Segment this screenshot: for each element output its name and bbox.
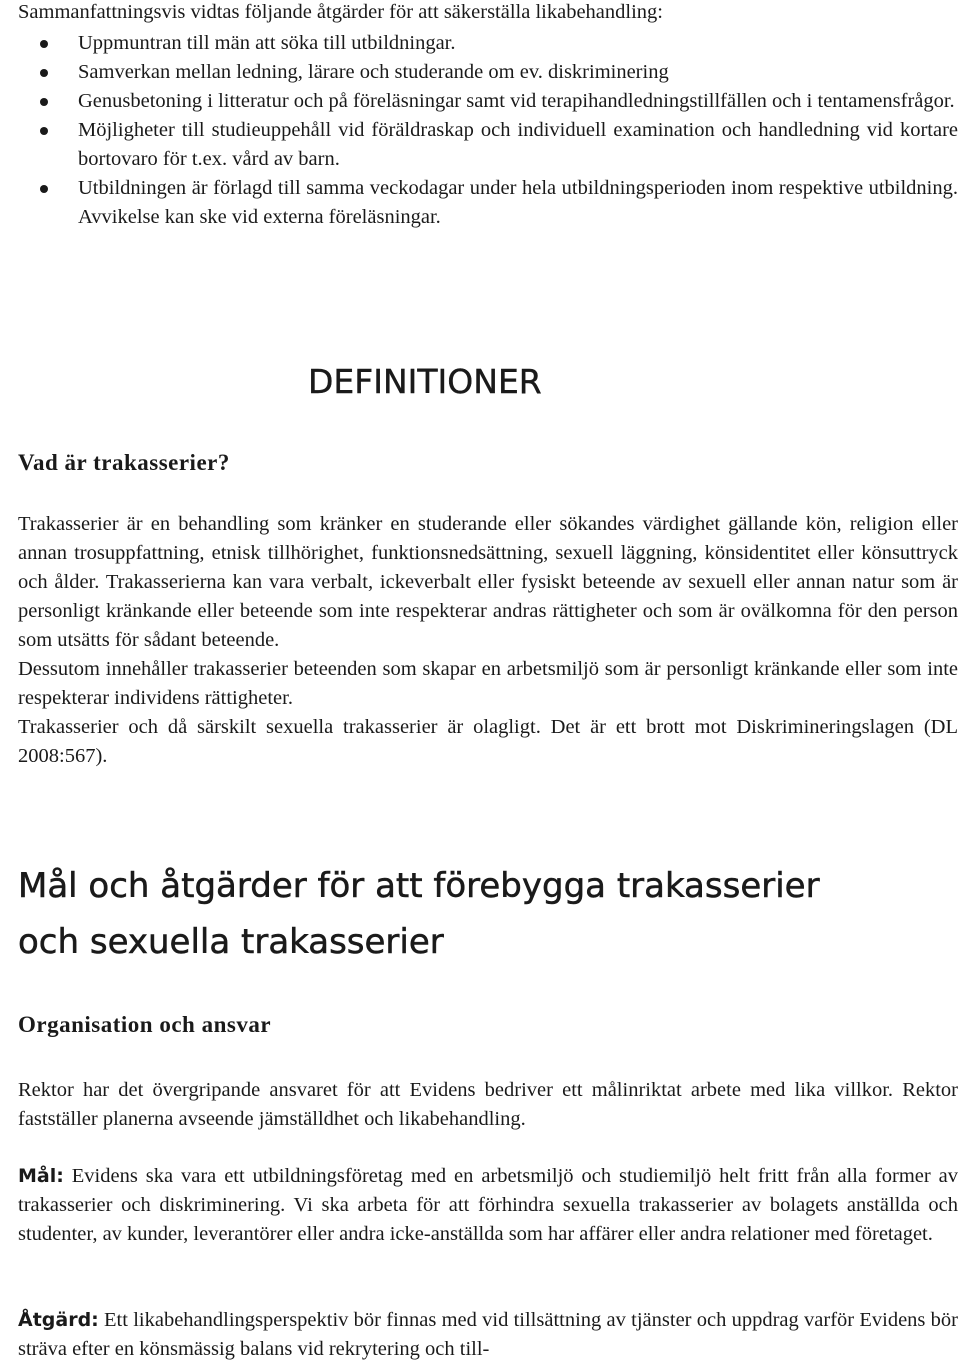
definition-paragraphs (18, 510, 958, 771)
list-item: Möjligheter till studieuppehåll vid föräldraskap och individuell examination och handledning vid kortare bortovaro för t.ex. vård av barn. (18, 116, 958, 174)
goals-heading-line: Mål och åtgärder för att förebygga trakasserier (18, 866, 820, 906)
list-item: Utbildningen är förlagd till samma veckodagar under hela utbildningsperioden inom respektive utbildning. Avvikelse kan ske vid externa föreläsningar. (18, 174, 958, 232)
goals-heading-line: och sexuella trakasserier (18, 922, 444, 962)
bullet-icon (40, 127, 48, 135)
definitions-title: DEFINITIONER (308, 362, 542, 401)
definition-paragraph: Dessutom innehåller trakasserier beteenden som skapar en arbetsmiljö som är personligt kränkande eller som inte respekterar individens rättigheter. (18, 658, 958, 709)
action-paragraph (18, 1306, 958, 1364)
measures-list (18, 29, 958, 232)
bullet-icon (40, 69, 48, 77)
definition-paragraph: Trakasserier är en behandling som kränker en studerande eller sökandes värdighet gällande kön, religion eller annan trosuppfattning, etnisk tillhörighet, funktionsnedsättning, sexuell läggning, könsidentitet eller könsuttryck och ålder. Trakasserierna kan vara verbalt, ickeverbalt eller fysiskt beteende av sexuell eller annan natur som är personligt kränkande eller beteende som inte respekterar andras rättigheter och som är ovälkomna för den person som utsätts för sådant beteende. (18, 513, 958, 651)
action-text: Ett likabehandlingsperspektiv bör finnas med vid tillsättning av tjänster och uppdrag varför Evidens bör sträva efter en könsmässig balans vid rekrytering och till- (18, 1309, 958, 1360)
intro-text: Sammanfattningsvis vidtas följande åtgärder för att säkerställa likabehandling: (18, 1, 663, 23)
action-label: Åtgärd: (18, 1309, 99, 1331)
goal-label: Mål: (18, 1165, 64, 1187)
list-item: Samverkan mellan ledning, lärare och studerande om ev. diskriminering (18, 58, 958, 87)
harassment-question-heading: Vad är trakasserier? (18, 450, 230, 475)
goal-text: Evidens ska vara ett utbildningsföretag med en arbetsmiljö och studiemiljö helt fritt från alla former av trakasserier och diskriminering. Vi ska arbeta för att förhindra sexuella trakasserier av bolagets anställda och studenter, av kunder, leverantörer eller andra icke-anställda som har affärer eller andra relationer med företaget. (18, 1165, 958, 1245)
bullet-icon (40, 98, 48, 106)
definition-paragraph: Trakasserier och då särskilt sexuella trakasserier är olagligt. Det är ett brott mot Diskrimineringslagen (DL 2008:567). (18, 716, 958, 767)
list-item: Uppmuntran till män att söka till utbildningar. (18, 29, 958, 58)
list-item: Genusbetoning i litteratur och på föreläsningar samt vid terapihandledningstillfällen och i tentamensfrågor. (18, 87, 958, 116)
goal-paragraph (18, 1162, 958, 1249)
bullet-icon (40, 40, 48, 48)
bullet-icon (40, 185, 48, 193)
goals-heading (18, 858, 820, 970)
organisation-paragraph: Rektor har det övergripande ansvaret för att Evidens bedriver ett målinriktat arbete med lika villkor. Rektor fastställer planerna avseende jämställdhet och likabehandling. (18, 1079, 958, 1130)
document-page (18, 0, 958, 1360)
organisation-heading: Organisation och ansvar (18, 1012, 272, 1037)
